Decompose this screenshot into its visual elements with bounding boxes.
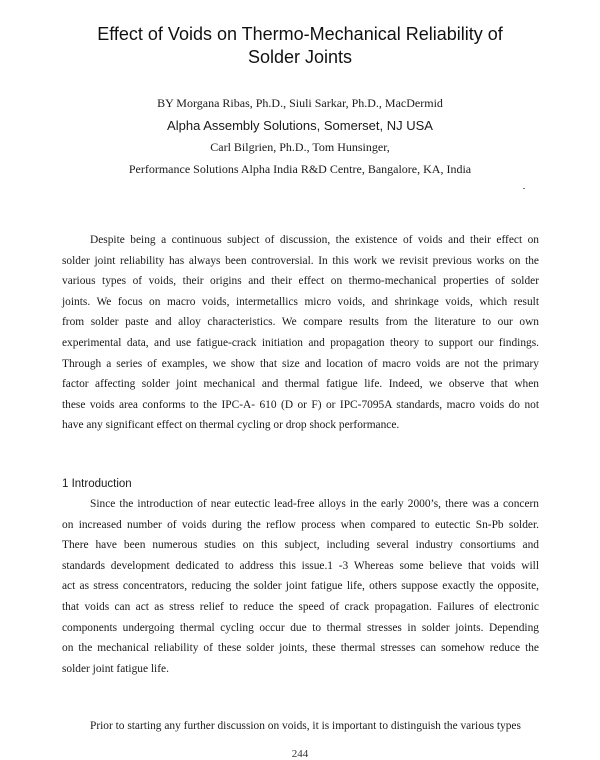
author-line-1: BY Morgana Ribas, Ph.D., Siuli Sarkar, Ph.D., MacDermid <box>157 96 443 110</box>
abstract-line: joints. We focus on macro voids, intermetallics micro voids, and shrinkage voids, which result <box>62 295 539 308</box>
intro-line: on increased number of voids during the reflow process when compared to eutectic Sn-Pb solder. <box>62 518 539 531</box>
abstract-line: have any significant effect on thermal cycling or drop shock performance. <box>62 419 400 432</box>
intro-line: Prior to starting any further discussion on voids, it is important to distinguish the various types <box>90 720 521 732</box>
abstract-line: Through a series of examples, we show that size and location of macro voids are not the primary <box>62 357 539 370</box>
introduction-paragraph-1 <box>62 494 539 679</box>
abstract-line: from solder paste and alloy characteristics. We compare results from the literature to our own <box>62 316 539 329</box>
intro-line: on the mechanical reliability of these solder joints, these thermal stresses can somehow reduce the <box>62 642 539 655</box>
abstract-line: factor affecting solder joint mechanical and thermal fatigue life. Indeed, we observe that when <box>62 378 539 391</box>
intro-line: that voids can act as stress relief to reduce the speed of crack propagation. Failures of electronic <box>62 600 539 613</box>
scan-speck <box>523 188 525 189</box>
intro-line: solder joint fatigue life. <box>62 662 169 675</box>
abstract-line: solder joint reliability has always been controversial. In this work we revisit previous works on the <box>62 254 539 267</box>
intro-line: standards development dedicated to address this issue.1 -3 Whereas some believe that voids will <box>62 559 539 572</box>
abstract-line: these voids area conforms to the IPC-A- 610 (D or F) or IPC-7095A standards, macro voids do not <box>62 398 539 411</box>
intro-line: components undergoing thermal cycling occur due to thermal stresses in solder joints. Depending <box>62 621 539 634</box>
abstract-line: various types of voids, their origins and their effect on thermo-mechanical properties of solder <box>62 275 539 288</box>
page-number: 244 <box>291 748 309 760</box>
affiliation-line-2: Performance Solutions Alpha India R&D Centre, Bangalore, KA, India <box>128 162 472 176</box>
paper-title-line-1: Effect of Voids on Thermo-Mechanical Reliability of <box>97 24 503 44</box>
intro-line: Since the introduction of near eutectic lead-free alloys in the early 2000’s, there was a concern <box>90 498 539 510</box>
affiliation-line-1: Alpha Assembly Solutions, Somerset, NJ USA <box>167 118 433 133</box>
intro-line: There have been numerous studies on this subject, including several industry consortiums and <box>62 539 539 552</box>
abstract-line: experimental data, and use fatigue-crack initiation and propagation theory to support our findings. <box>62 336 539 349</box>
introduction-paragraph-2 <box>62 716 539 737</box>
intro-line: act as stress concentrators, reducing the solder joint fatigue life, others suppose exactly the opposite, <box>62 580 539 593</box>
section-heading-introduction: 1 Introduction <box>62 478 132 490</box>
paper-title-line-2: Solder Joints <box>247 47 353 67</box>
author-line-2: Carl Bilgrien, Ph.D., Tom Hunsinger, <box>210 140 390 154</box>
abstract-line: Despite being a continuous subject of discussion, the existence of voids and their effect on <box>90 234 539 246</box>
abstract-paragraph <box>62 230 539 436</box>
